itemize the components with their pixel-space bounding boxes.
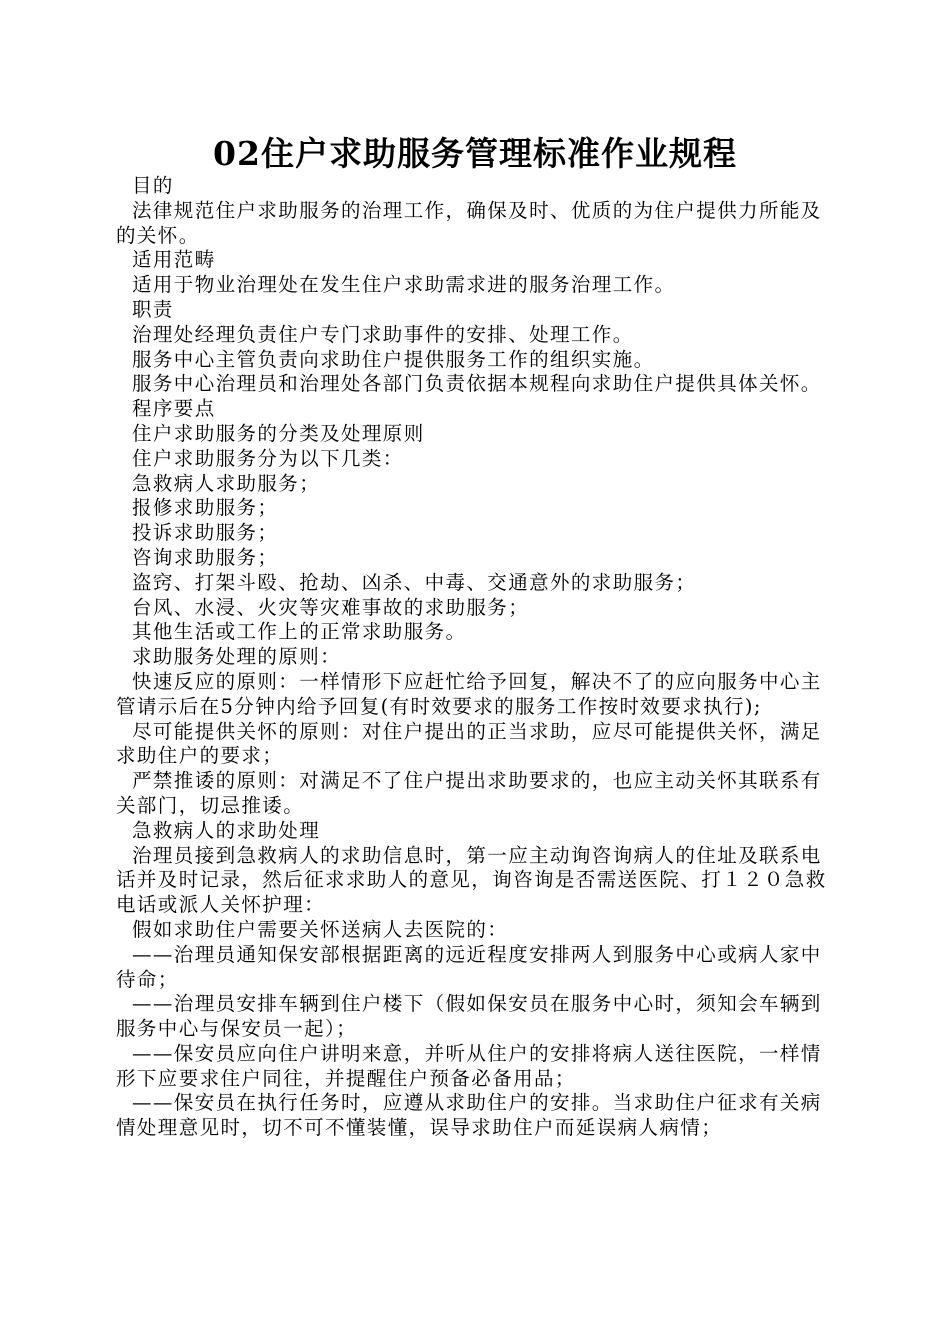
paragraph: 服务中心主管负责向求助住户提供服务工作的组织实施。 [132, 347, 655, 371]
paragraph: 严禁推诿的原则：对满足不了住户提出求助要求的，也应主动关怀其联系有关部门，切忌推诿。 [116, 769, 822, 817]
paragraph: 住户求助服务分为以下几类： [132, 446, 404, 470]
paragraph: 治理处经理负责住户专门求助事件的安排、处理工作。 [132, 322, 634, 346]
paragraph: 急救病人的求助处理 [132, 818, 321, 842]
paragraph: 报修求助服务； [132, 496, 279, 520]
paragraph: 快速反应的原则：一样情形下应赶忙给予回复，解决不了的应向服务中心主管请示后在5分钟内给予回复(有时效要求的服务工作按时效要求执行); [116, 669, 822, 718]
paragraph: ——保安员应向住户讲明来意，并听从住户的安排将病人送往医院，一样情形下应要求住户同往，并提醒住户预备必备用品； [116, 1041, 822, 1090]
paragraph: 适用于物业治理处在发生住户求助需求进的服务治理工作。 [132, 273, 676, 297]
paragraph: 适用范畴 [132, 248, 216, 272]
paragraph: 急救病人求助服务； [132, 471, 321, 495]
paragraph: 住户求助服务的分类及处理原则 [132, 421, 425, 445]
paragraph: 投诉求助服务； [132, 521, 279, 545]
paragraph: 目的 [132, 174, 174, 197]
paragraph: 假如求助住户需要关怀送病人去医院的： [132, 917, 509, 941]
paragraph: 程序要点 [132, 397, 216, 421]
paragraph: ——保安员在执行任务时，应遵从求助住户的安排。当求助住户征求有关病情处理意见时，切不可不懂装懂，误导求助住户而延误病人病情； [116, 1091, 822, 1140]
paragraph: 治理员接到急救病人的求助信息时，第一应主动询咨询病人的住址及联系电话并及时记录，然后征求求助人的意见，询咨询是否需送医院、打１２０急救电话或派人关怀护理： [116, 843, 827, 917]
document-body [116, 174, 828, 1141]
paragraph: 法律规范住户求助服务的治理工作，确保及时、优质的为住户提供力所能及的关怀。 [116, 198, 822, 247]
document-title: 02住户求助服务管理标准作业规程 [213, 134, 737, 173]
paragraph: ——治理员安排车辆到住户楼下（假如保安员在服务中心时，须知会车辆到服务中心与保安员一起）； [116, 992, 822, 1041]
paragraph: 盗窍、打架斗殴、抢劫、凶杀、中毒、交通意外的求助服务； [132, 570, 697, 594]
paragraph: 职责 [132, 297, 174, 321]
paragraph: 尽可能提供关怀的原则：对住户提出的正当求助，应尽可能提供关怀，满足求助住户的要求； [116, 719, 822, 768]
paragraph: ——治理员通知保安部根据距离的远近程度安排两人到服务中心或病人家中待命； [116, 942, 822, 991]
paragraph: 服务中心治理员和治理处各部门负责依据本规程向求助住户提供具体关怀。 [132, 372, 822, 396]
paragraph: 其他生活或工作上的正常求助服务。 [132, 620, 467, 644]
paragraph: 咨询求助服务； [132, 545, 279, 569]
paragraph: 台风、水浸、火灾等灾难事故的求助服务； [132, 595, 530, 619]
paragraph: 求助服务处理的原则： [132, 645, 342, 669]
